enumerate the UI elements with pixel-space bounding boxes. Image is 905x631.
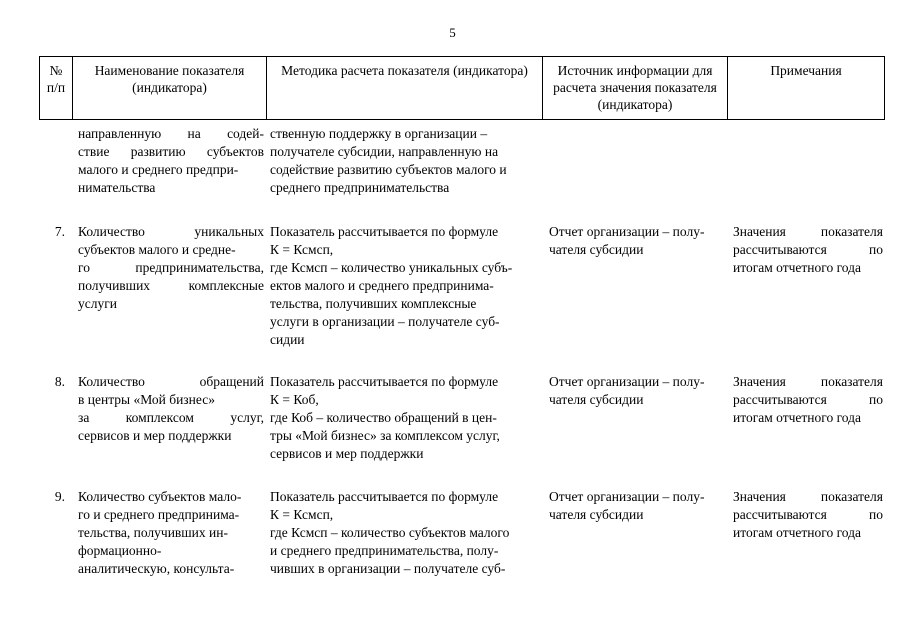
calc-method [270,125,546,197]
note [733,373,883,427]
row-number: 7. [54,224,65,239]
text-line: получивших комплексные [78,278,264,293]
page-number: 5 [449,25,456,40]
text-line: К = Коб, [270,392,319,407]
text-line: тры «Мой бизнес» за комплексом услуг, [270,428,500,443]
text-line: чивших в организации – получателе суб- [270,561,506,576]
text-line: Количество уникальных [78,224,264,239]
text-line: аналитическую, консульта- [78,561,235,576]
text-line: сервисов и мер поддержки [270,446,424,461]
text-line: Значения показателя [733,374,883,389]
header-col-source: Источник информации для расчета значения показателя (индикатора) [543,57,728,119]
row-number: 8. [54,374,65,389]
text-line: субъектов малого и средне- [78,242,236,257]
indicator-name [78,488,264,578]
text-line: К = Ксмсп, [270,507,334,522]
text-line: чателя субсидии [549,392,644,407]
text-line: Значения показателя [733,224,883,239]
calc-method [270,223,546,349]
text-line: формационно- [78,543,162,558]
text-line: малого и среднего предпри- [78,162,239,177]
text-line: получателе субсидии, направленную на [270,144,499,159]
text-line: Показатель рассчитывается по формуле [270,374,499,389]
text-line: Значения показателя [733,489,883,504]
text-line: сервисов и мер поддержки [78,428,232,443]
info-source [549,373,734,409]
text-line: тельства, получивших ин- [78,525,228,540]
text-line: в центры «Мой бизнес» [78,392,215,407]
text-line: итогам отчетного года [733,260,862,275]
text-line: Отчет организации – полу- [549,489,705,504]
text-line: ектов малого и среднего предпринима- [270,278,494,293]
text-line: К = Ксмсп, [270,242,334,257]
calc-method [270,373,546,463]
text-line: Количество субъектов мало- [78,489,242,504]
text-line: где Ксмсп – количество субъектов малого [270,525,510,540]
text-line: итогам отчетного года [733,525,862,540]
header-col-name: Наименование показателя (индикатора) [73,57,267,119]
indicator-name [78,125,264,197]
table-header [39,56,885,120]
text-line: Количество обращений [78,374,264,389]
text-line: нимательства [78,180,156,195]
text-line: Отчет организации – полу- [549,374,705,389]
row-number: 9. [54,489,65,504]
text-line: го и среднего предпринима- [78,507,240,522]
text-line: рассчитываются по [733,242,883,257]
info-source [549,488,734,524]
text-line: за комплексом услуг, [78,410,264,425]
text-line: Отчет организации – полу- [549,224,705,239]
text-line: услуги в организации – получателе суб- [270,314,500,329]
text-line: среднего предпринимательства [270,180,450,195]
calc-method [270,488,546,578]
text-line: направленную на содей- [78,126,264,141]
text-line: содействие развитию субъектов малого и [270,162,507,177]
note [733,223,883,277]
text-line: Показатель рассчитывается по формуле [270,224,499,239]
text-line: чателя субсидии [549,242,644,257]
indicator-name [78,223,264,313]
text-line: и среднего предпринимательства, полу- [270,543,499,558]
note [733,488,883,542]
text-line: рассчитываются по [733,392,883,407]
text-line: где Ксмсп – количество уникальных субъ- [270,260,513,275]
text-line: сидии [270,332,305,347]
header-col-notes: Примечания [770,63,842,78]
text-line: где Коб – количество обращений в цен- [270,410,497,425]
text-line: услуги [78,296,117,311]
text-line: чателя субсидии [549,507,644,522]
text-line: итогам отчетного года [733,410,862,425]
header-col-method: Методика расчета показателя (индикатора) [267,57,543,119]
text-line: Показатель рассчитывается по формуле [270,489,499,504]
text-line: рассчитываются по [733,507,883,522]
header-col-number: № п/п [40,57,73,119]
text-line: тельства, получивших комплексные [270,296,477,311]
text-line: ствие развитию субъектов [78,144,264,159]
info-source [549,223,734,259]
text-line: го предпринимательства, [78,260,264,275]
text-line: ственную поддержку в организации – [270,126,488,141]
indicator-name [78,373,264,445]
